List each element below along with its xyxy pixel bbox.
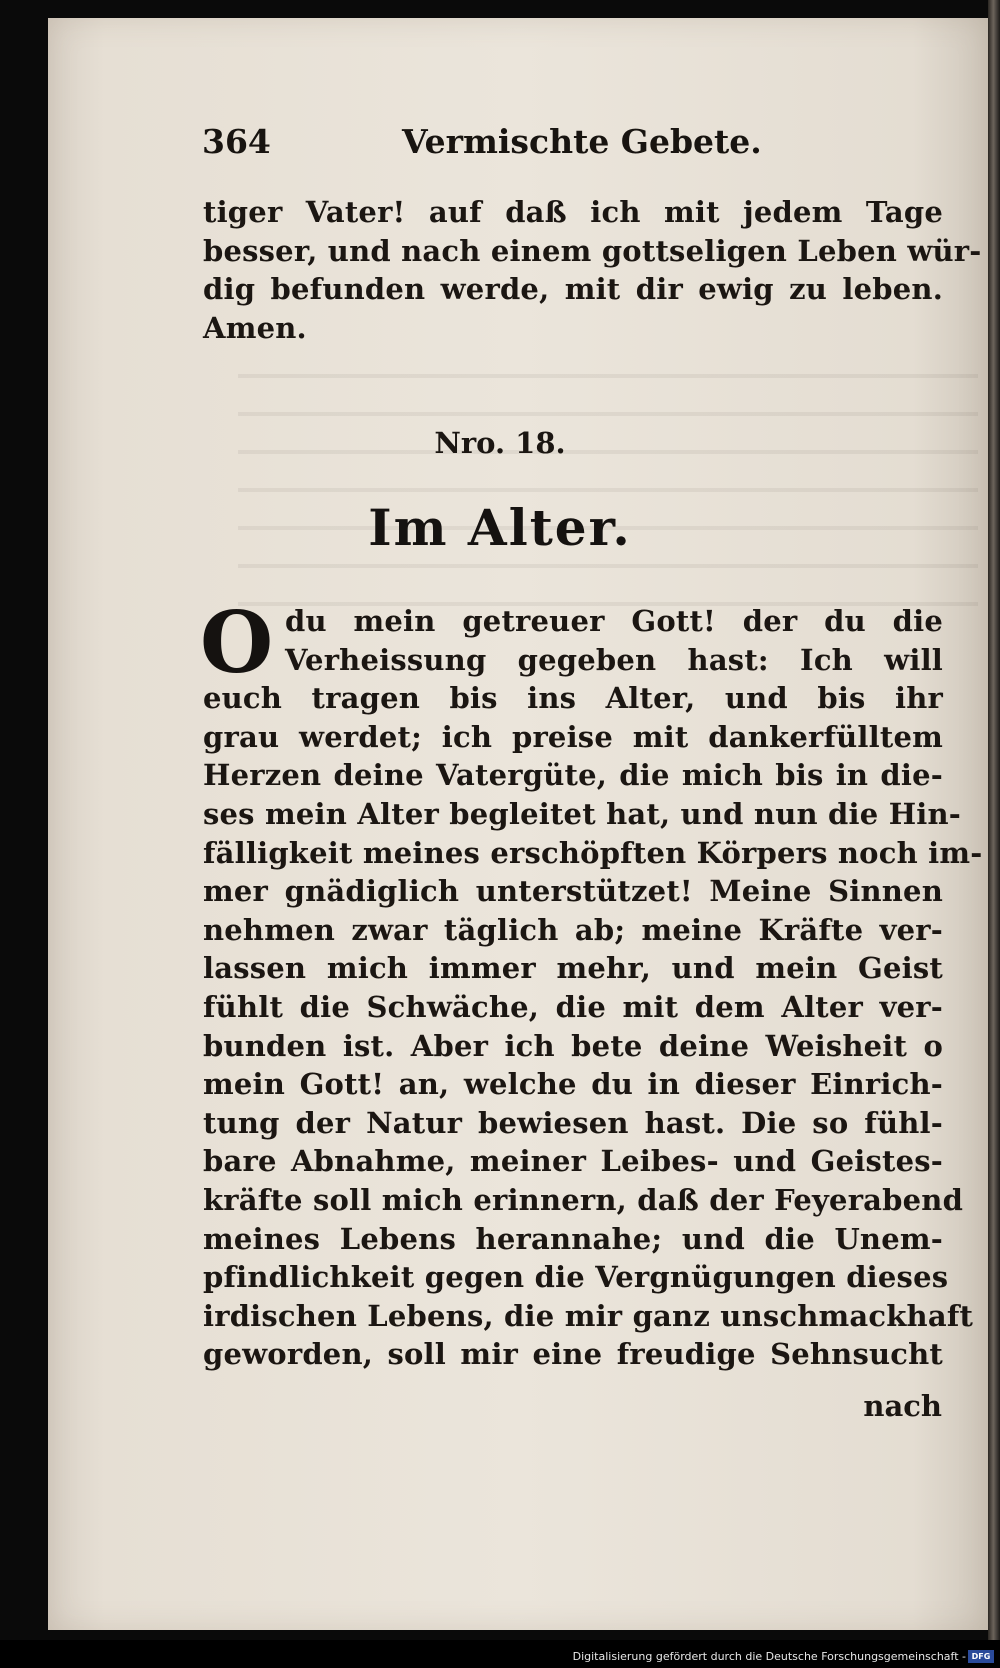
funding-credit: Digitalisierung gefördert durch die Deutsche Forschungsgemeinschaft - (572, 1650, 966, 1663)
intro-paragraph (203, 193, 982, 347)
text-line: Herzen deine Vatergüte, die mich bis in die- (203, 758, 943, 793)
text-line: lassen mich immer mehr, und mein Geist (203, 951, 943, 986)
show-through-texture (238, 348, 978, 608)
text-line: dig befunden werde, mit dir ewig zu leben. (203, 272, 943, 307)
text-line: nehmen zwar täglich ab; meine Kräfte ver- (203, 912, 943, 947)
text-line: mein Gott! an, welche du in dieser Einrich- (203, 1067, 943, 1102)
page-edge-shadow (988, 0, 1000, 1640)
prayer-paragraph (203, 602, 983, 1374)
text-line: irdischen Lebens, die mir ganz unschmackhaft (203, 1298, 974, 1333)
text-line: geworden, soll mir eine freudige Sehnsucht (203, 1337, 943, 1372)
text-line: fälligkeit meines erschöpften Körpers noch im- (203, 835, 983, 870)
text-line: euch tragen bis ins Alter, und bis ihr (203, 681, 943, 716)
text-line: Amen. (203, 310, 307, 345)
text-line: ses mein Alter begleitet hat, und nun die Hin- (203, 796, 962, 831)
section-title: Im Alter. (368, 498, 632, 557)
text-line: kräfte soll mich erinnern, daß der Feyerabend (203, 1182, 964, 1217)
text-line: pfindlichkeit gegen die Vergnügungen dieses (203, 1260, 949, 1295)
text-line: Verheissung gegeben hast: Ich will (285, 642, 943, 677)
text-line: du mein getreuer Gott! der du die (285, 604, 943, 638)
text-line: besser, und nach einem gottseligen Leben wür- (203, 233, 982, 268)
text-line: meines Lebens herannahe; und die Unem- (203, 1221, 943, 1256)
dfg-logo: DFG (968, 1650, 994, 1663)
text-line: tiger Vater! auf daß ich mit jedem Tage (203, 195, 943, 229)
text-line: bunden ist. Aber ich bete deine Weisheit o (203, 1028, 943, 1063)
text-line: bare Abnahme, meiner Leibes- und Geistes- (203, 1144, 943, 1179)
text-line: mer gnädiglich unterstützet! Meine Sinnen (203, 874, 943, 909)
text-line: tung der Natur bewiesen hast. Die so fühl- (203, 1105, 943, 1140)
drop-cap-initial: O (200, 593, 274, 692)
catchword: nach (863, 1389, 942, 1423)
text-line: grau werdet; ich preise mit dankerfülltem (203, 719, 943, 754)
running-head (202, 122, 902, 170)
page-number: 364 (202, 122, 271, 161)
text-line: fühlt die Schwäche, die mit dem Alter ver- (203, 989, 943, 1024)
running-title: Vermischte Gebete. (402, 122, 762, 161)
section-number: Nro. 18. (434, 426, 566, 460)
